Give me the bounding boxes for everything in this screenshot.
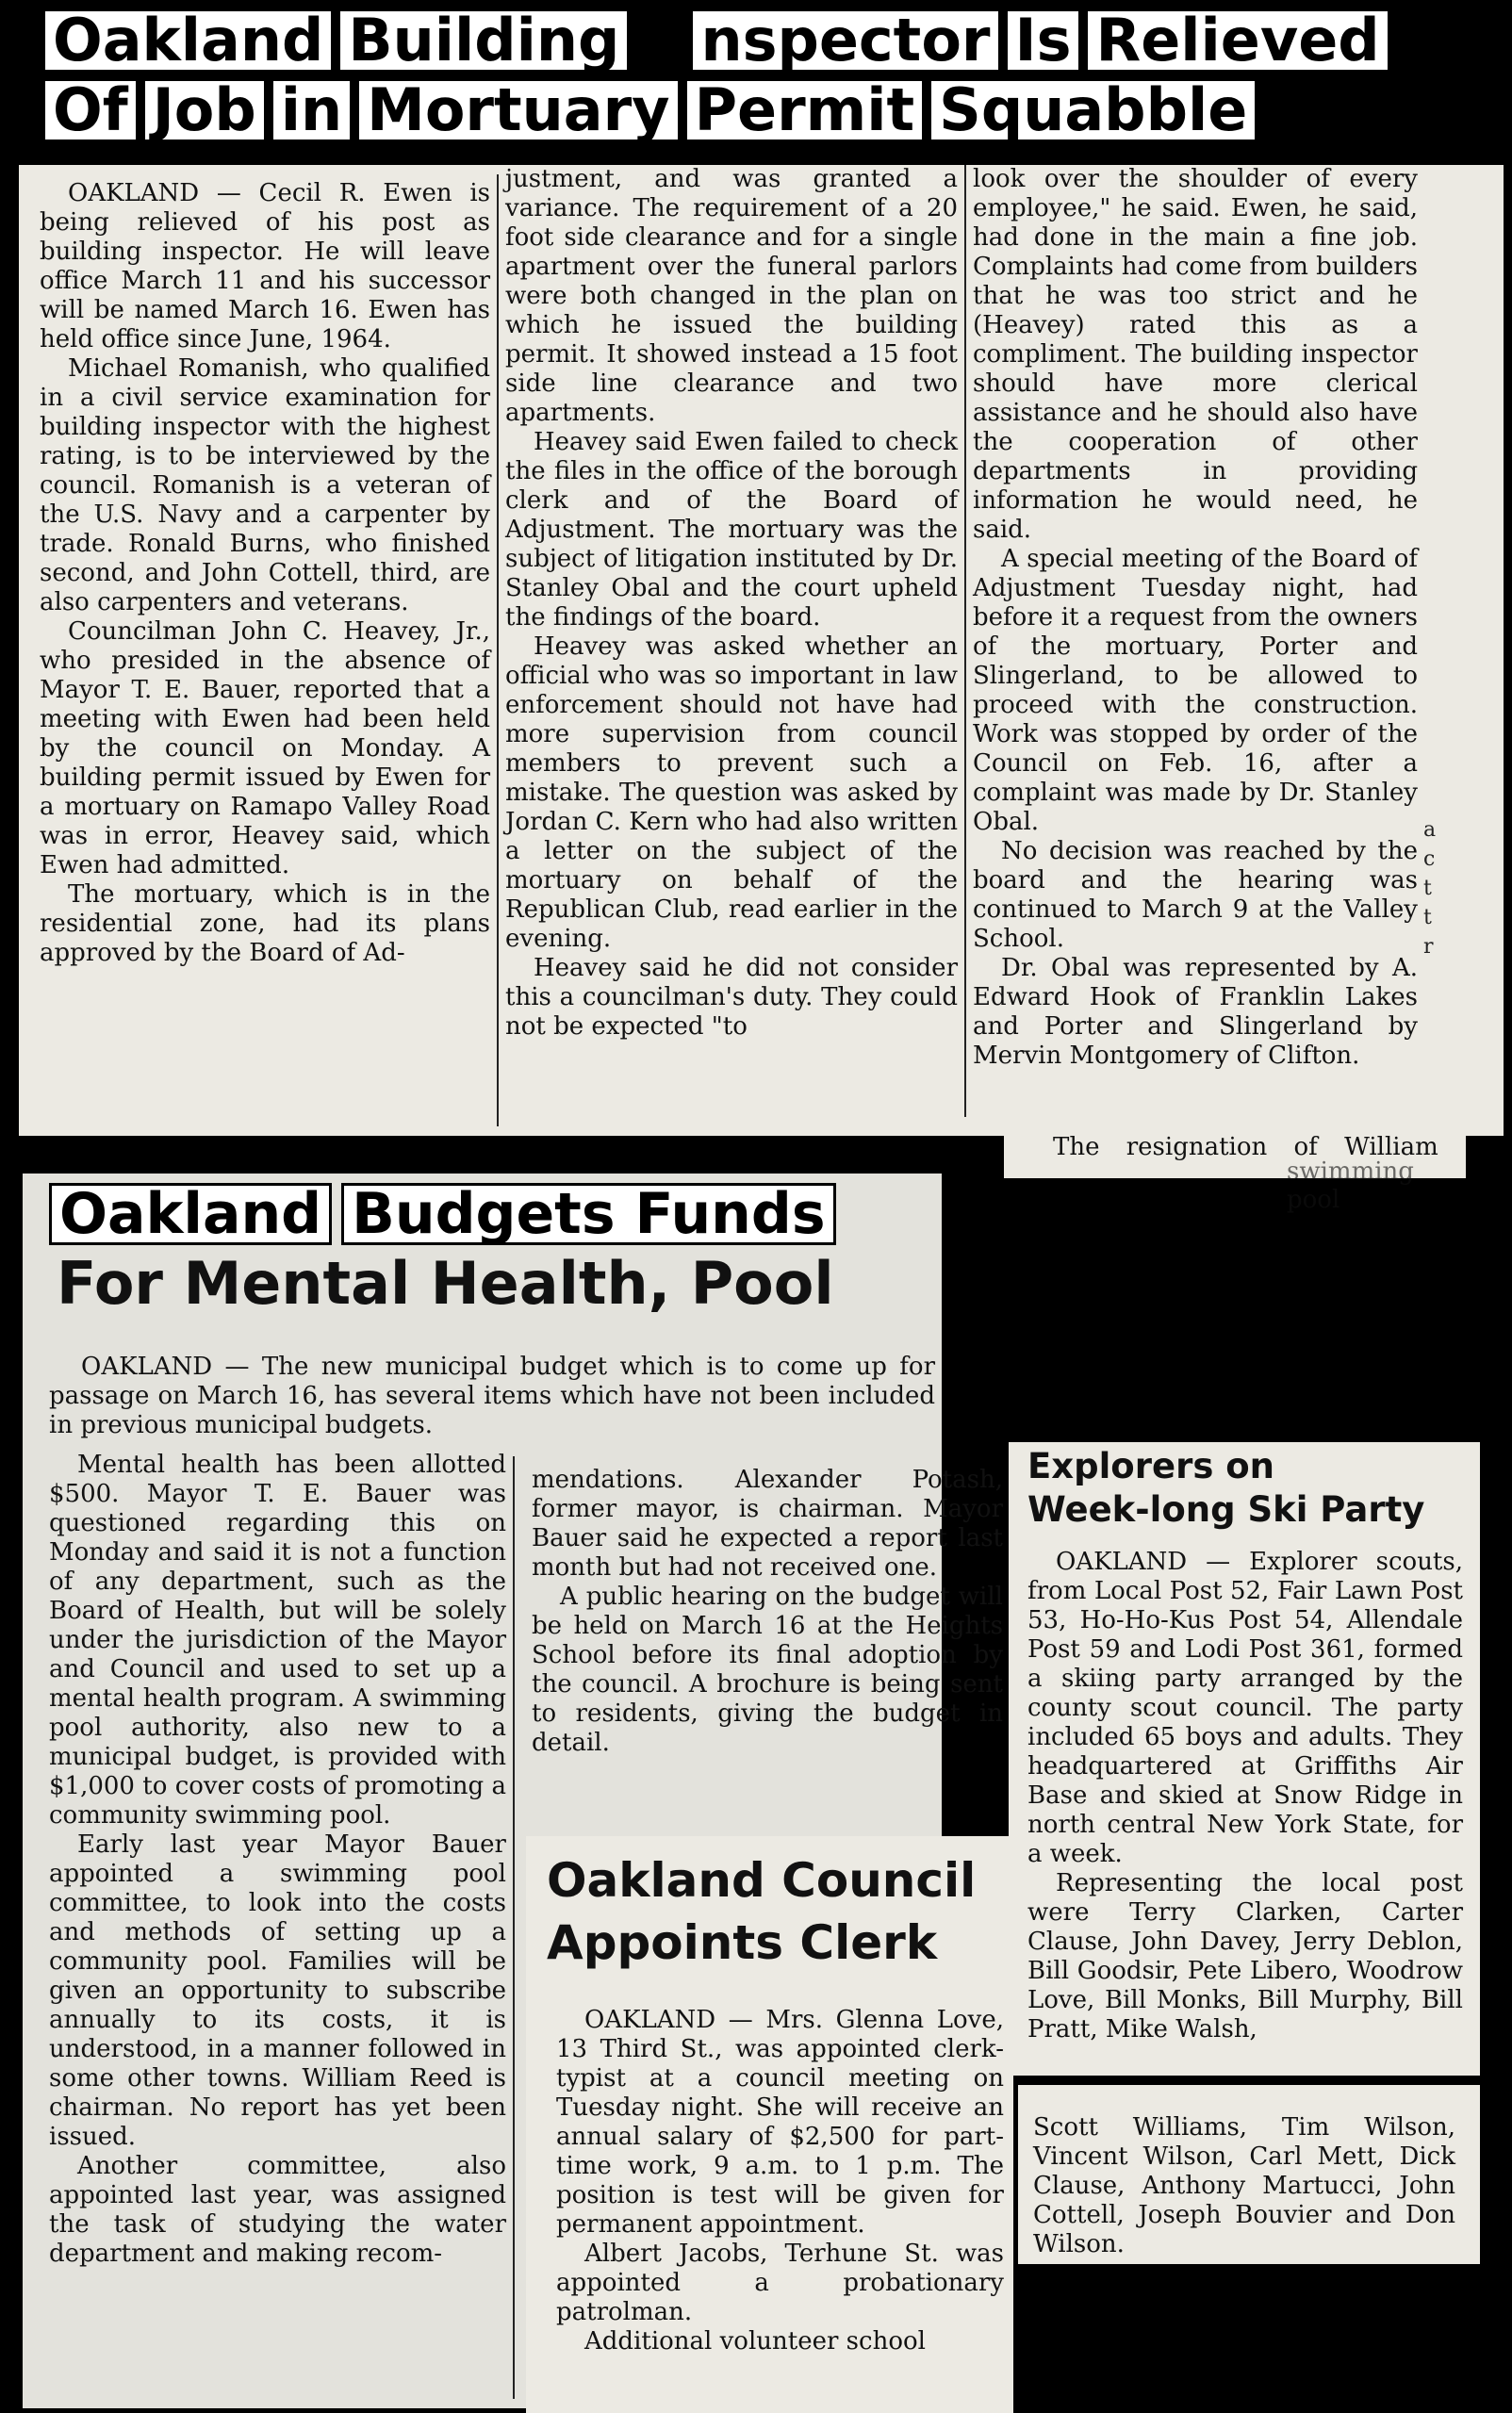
paragraph: Dr. Obal was represented by A. Edward Hook of Franklin Lakes and Porter and Slingerland by Mervin Montgomery of Clifton. [973,954,1418,1070]
paragraph: A public hearing on the budget will be held on March 16 at the Heights School before its final adoption by the council. A brochure is being sent to residents, giving the budget in detail. [532,1583,1003,1757]
headline-line-1: Explorers on [1027,1446,1274,1486]
budget-column-2 [532,1466,1003,1890]
headline [49,1181,945,1317]
headline-word: Squabble [931,81,1255,140]
article-council-appoints-clerk [526,1836,1013,2413]
column-divider [497,174,499,1126]
column-divider [964,165,966,1117]
paragraph: Heavey said Ewen failed to check the files in the office of the borough clerk and of the Board of Adjustment. The mortuary was the subject of litigation instituted by Dr. Stanley Obal and the court upheld the findings of the board. [505,428,958,632]
paragraph: Councilman John C. Heavey, Jr., who presided in the absence of Mayor T. E. Bauer, reported that a meeting with Ewen had been held by the council on Monday. A building permit issued by Ewen for a mortuary on Ramapo Valley Road was in error, Heavey said, which Ewen had admitted. [40,617,490,879]
fragment-cut-line: swimming pool [1287,1157,1414,1214]
headline-word: Mortuary [359,81,677,140]
paragraph: OAKLAND — Mrs. Glenna Love, 13 Third St., was appointed clerk-typist at a council meeting on Tuesday night. She will receive an annual salary of $2,500 for part-time work, 9 a.m. to 1 p.m. The position is test will be given for permanent appointment. [556,2006,1004,2239]
paragraph: Another committee, also appointed last year, was assigned the task of studying the water department and making recom- [49,2152,506,2268]
headline-word: nspector [693,11,997,70]
article-body [19,165,1504,1136]
paragraph: Additional volunteer school [584,2327,926,2356]
fragment-line: The resignation of William [1053,1133,1438,1161]
headline-line-1: Oakland Council [547,1853,977,1908]
paragraph: Representing the local post were Terry Clarken, Carter Clause, John Davey, Jerry Deblon, Bill Goodsir, Pete Libero, Woodrow Love, Bill Monks, Bill Murphy, Bill Pratt, Mike Walsh, [1027,1869,1463,2044]
paragraph: A special meeting of the Board of Adjustment Tuesday night, had before it a request from the owners of the mortuary, Porter and Slingerland, to be allowed to proceed with the construction. Work was stopped by order of the Council on Feb. 16, after a complaint was made by Dr. Stanley Obal. [973,545,1418,836]
paragraph: Heavey was asked whether an official who was so important in law enforcement should not have had more supervision from council members to prevent such a mistake. The question was asked by Jordan C. Kern who had also written a letter on the subject of the mortuary on behalf of the Republican Club, read earlier in the evening. [505,632,958,953]
paragraph: Heavey said he did not consider this a councilman's duty. They could not be expected "to [505,954,958,1041]
paragraph: OAKLAND — Explorer scouts, from Local Post 52, Fair Lawn Post 53, Ho-Ho-Kus Post 54, Allendale Post 59 and Lodi Post 361, formed a skiing party arranged by the county scout council. The party included 65 boys and adults. They headquartered at Griffiths Air Base and skied at Snow Ridge in north central New York State, for a week. [1027,1548,1463,1868]
headline-line-2: Week-long Ski Party [1027,1489,1425,1530]
clerk-column [556,2006,1004,2356]
headline-word: Relieved [1088,11,1387,70]
cut-off-column-edge: a c t t r [1423,818,1437,959]
headline-word: Job [145,81,264,140]
paragraph: look over the shoulder of every employee," he said. Ewen, he said, had done in the main a fine job. Complaints had come from builders that he was too strict and he (Heavey) rated this as a compliment. The building inspector should have more clerical assistance and he should also have the cooperation of other departments in providing information he would need, he said. [973,165,1418,544]
paragraph: justment, and was granted a variance. The requirement of a 20 foot side clearance and for a single apartment over the funeral parlors were both changed in the plan on which he issued the building permit. It showed instead a 15 foot side line clearance and two apartments. [505,165,958,427]
column-divider [513,1456,515,2399]
paragraph: mendations. Alexander Potash, former mayor, is chairman. Mayor Bauer said he expected a report last month but had not received one. [532,1466,1003,1582]
headline-word: Oakland [45,11,331,70]
headline-word: in [273,81,350,140]
continuation-column [1033,2113,1455,2259]
paragraph: Early last year Mayor Bauer appointed a swimming pool committee, to look into the costs and methods of setting up a community pool. Families will be given an opportunity to subscribe annually to its costs, it is understood, in a manner followed in some other towns. William Reed is chairman. No report has yet been issued. [49,1830,506,2151]
headline-line-2: Appoints Clerk [547,1915,938,1970]
headline-word: Building [340,11,627,70]
headline-word: Budgets Funds [341,1183,835,1245]
paragraph: Mental health has been allotted $500. Mayor T. E. Bauer was questioned regarding this on Monday and said it is not a function of any department, such as the Board of Health, but will be solely under the jurisdiction of the Mayor and Council and used to set up a mental health program. A swimming pool authority, also new to a municipal budget, is provided with $1,000 to cover costs of promoting a community swimming pool. [49,1451,506,1830]
headline-word: Is [1008,11,1079,70]
headline-word: Oakland [49,1183,332,1245]
headline-word: Permit [687,81,923,140]
article-column-2 [505,165,958,1126]
explorers-column [1027,1548,1463,2044]
headline-line-2: For Mental Health, Pool [57,1249,834,1318]
article-explorers-ski-party [1009,1442,1480,2076]
explorers-continuation [1018,2085,1480,2264]
lead-paragraph: OAKLAND — The new municipal budget which is to come up for passage on March 16, has several items which have not been included in previous municipal budgets. [49,1353,935,1439]
paragraph: No decision was reached by the board and the hearing was continued to March 9 at the Valley School. [973,837,1418,953]
paragraph: Michael Romanish, who qualified in a civil service examination for building inspector with the highest rating, is to be interviewed by the council. Romanish is a veteran of the U.S. Navy and a carpenter by trade. Ronald Burns, who finished second, and John Cottell, third, are also carpenters and veterans. [40,354,490,616]
budget-column-1 [49,1451,506,2403]
paragraph: The mortuary, which is in the residential zone, had its plans approved by the Board of Ad- [40,880,490,967]
next-article-fragment [1004,1129,1466,1214]
paragraph: Albert Jacobs, Terhune St. was appointed a probationary patrolman. [556,2240,1004,2326]
paragraph: Scott Williams, Tim Wilson, Vincent Wilson, Carl Mett, Dick Clause, Anthony Martucci, John Cottell, Joseph Bouvier and Don Wilson. [1033,2113,1455,2258]
article-column-1 [40,179,490,1131]
article-column-3 [973,165,1418,1117]
headline [45,6,1459,145]
paragraph: OAKLAND — Cecil R. Ewen is being relieved of his post as building inspector. He will leave office March 11 and his successor will be named March 16. Ewen has held office since June, 1964. [40,179,490,353]
headline-word: Of [45,81,136,140]
